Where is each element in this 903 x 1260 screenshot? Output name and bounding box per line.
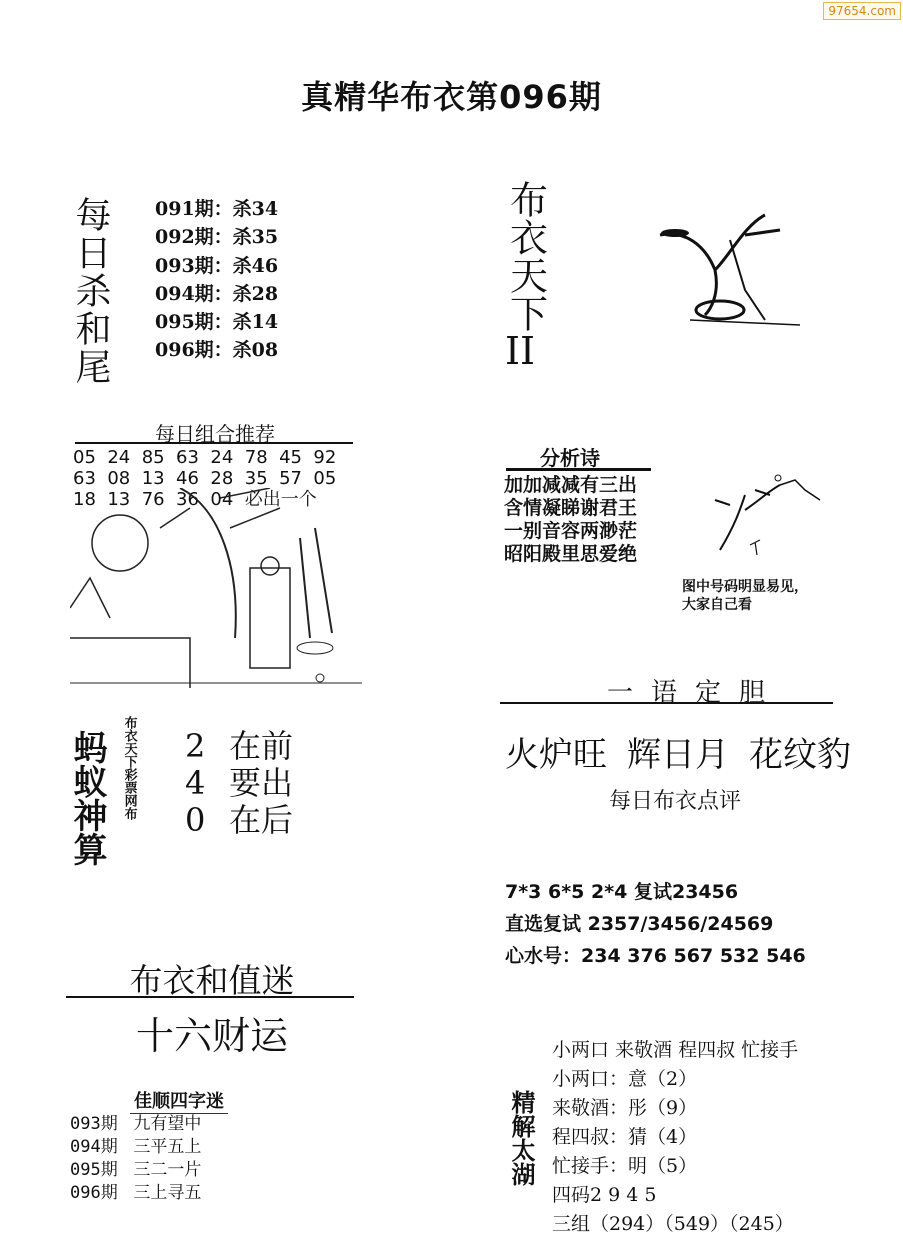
ant-calc-side-text: 布衣天下彩票网布 [121, 716, 137, 820]
kill-row: 096期：杀08 [155, 339, 279, 362]
poem-lines [504, 474, 637, 566]
tree-sketch-illustration [700, 470, 835, 570]
ant-calc-rows [185, 728, 293, 839]
kill-row: 092期：杀35 [155, 226, 279, 249]
poem-line: 昭阳殿里思爱绝 [504, 543, 638, 565]
jiashun-row: 095期 三二一片 [70, 1160, 202, 1180]
daily-kill-list [155, 195, 278, 365]
jiashun-row: 094期 三平五上 [70, 1137, 202, 1157]
yiyu-phrases [505, 727, 871, 776]
heyi-title: 布衣和值迷 [129, 961, 295, 1000]
yiyu-divider [500, 702, 833, 704]
taihu-row: 小两口：意（2） [552, 1068, 698, 1090]
ant-row: 0 在后 [185, 801, 294, 839]
daily-kill-heading: 每日杀和尾 [70, 196, 111, 386]
pick-line: 心水号：234 376 567 532 546 [505, 945, 806, 967]
pick-line: 7*3 6*5 2*4 复试23456 [505, 881, 739, 903]
pick-line: 直选复试 2357/3456/24569 [505, 913, 774, 935]
ant-row: 4 要出 [185, 764, 294, 802]
taihu-row: 来敬酒：彤（9） [552, 1097, 698, 1119]
poem-line: 含情凝睇谢君王 [504, 497, 638, 519]
jiashun-list [70, 1113, 201, 1205]
kill-row: 091期：杀34 [155, 198, 279, 220]
combo-divider [75, 442, 353, 444]
jiashun-heading: 佳顺四字迷 [130, 1087, 228, 1114]
phrase: 花纹豹 [749, 735, 851, 775]
phrase: 火炉旺 [505, 735, 607, 775]
daily-combo-heading: 每日组合推荐 [155, 422, 275, 446]
kill-row: 094期：杀28 [155, 282, 279, 305]
kill-row: 093期：杀46 [155, 254, 279, 277]
site-watermark: 97654.com [823, 2, 901, 20]
poem-divider [506, 468, 651, 471]
taihu-row: 四码2 9 4 5 [552, 1184, 657, 1206]
taihu-row: 三组（294）（549）（245） [552, 1213, 794, 1235]
ant-calc-heading: 蚂蚁神算 [67, 730, 107, 866]
daily-comment-heading: 每日布衣点评 [608, 789, 741, 814]
combo-line-2: 63 08 13 46 28 35 57 05 [73, 468, 337, 489]
poem-hint: 图中号码明显易见， 大家自己看 [682, 579, 808, 613]
combo-line-3: 18 13 76 36 04 必出一个 [73, 489, 317, 510]
poem-heading: 分析诗 [540, 446, 600, 470]
hermit-sketch-illustration [615, 195, 825, 340]
heyi-answer: 十六财运 [135, 1014, 288, 1058]
taihu-heading: 精解太湖 [507, 1090, 536, 1186]
yiyu-heading: 一语定胆 [606, 678, 783, 708]
taihu-row: 忙接手：明（5） [552, 1155, 698, 1177]
combo-line-1: 05 24 85 63 24 78 45 92 [73, 447, 337, 468]
taihu-row: 程四叔：猜（4） [552, 1126, 698, 1148]
number-picks [505, 876, 806, 972]
phrase: 辉日月 [627, 735, 729, 775]
buyi-tianxia-heading: 布衣天下 II [503, 180, 548, 373]
heyi-divider [66, 996, 354, 998]
page-title: 真精华布衣第096期 [301, 78, 602, 116]
jiashun-row: 096期 三上寻五 [70, 1183, 202, 1203]
jiashun-row: 093期 九有望中 [70, 1114, 202, 1134]
poem-line: 一别音容两渺茫 [504, 520, 638, 542]
taihu-rows [552, 1036, 798, 1239]
kill-row: 095期：杀14 [155, 311, 279, 334]
poem-line: 加加减减有三出 [504, 474, 638, 496]
ancient-scene-illustration [70, 488, 362, 688]
taihu-row: 小两口 来敬酒 程四叔 忙接手 [552, 1039, 799, 1061]
ant-row: 2 在前 [185, 727, 294, 765]
